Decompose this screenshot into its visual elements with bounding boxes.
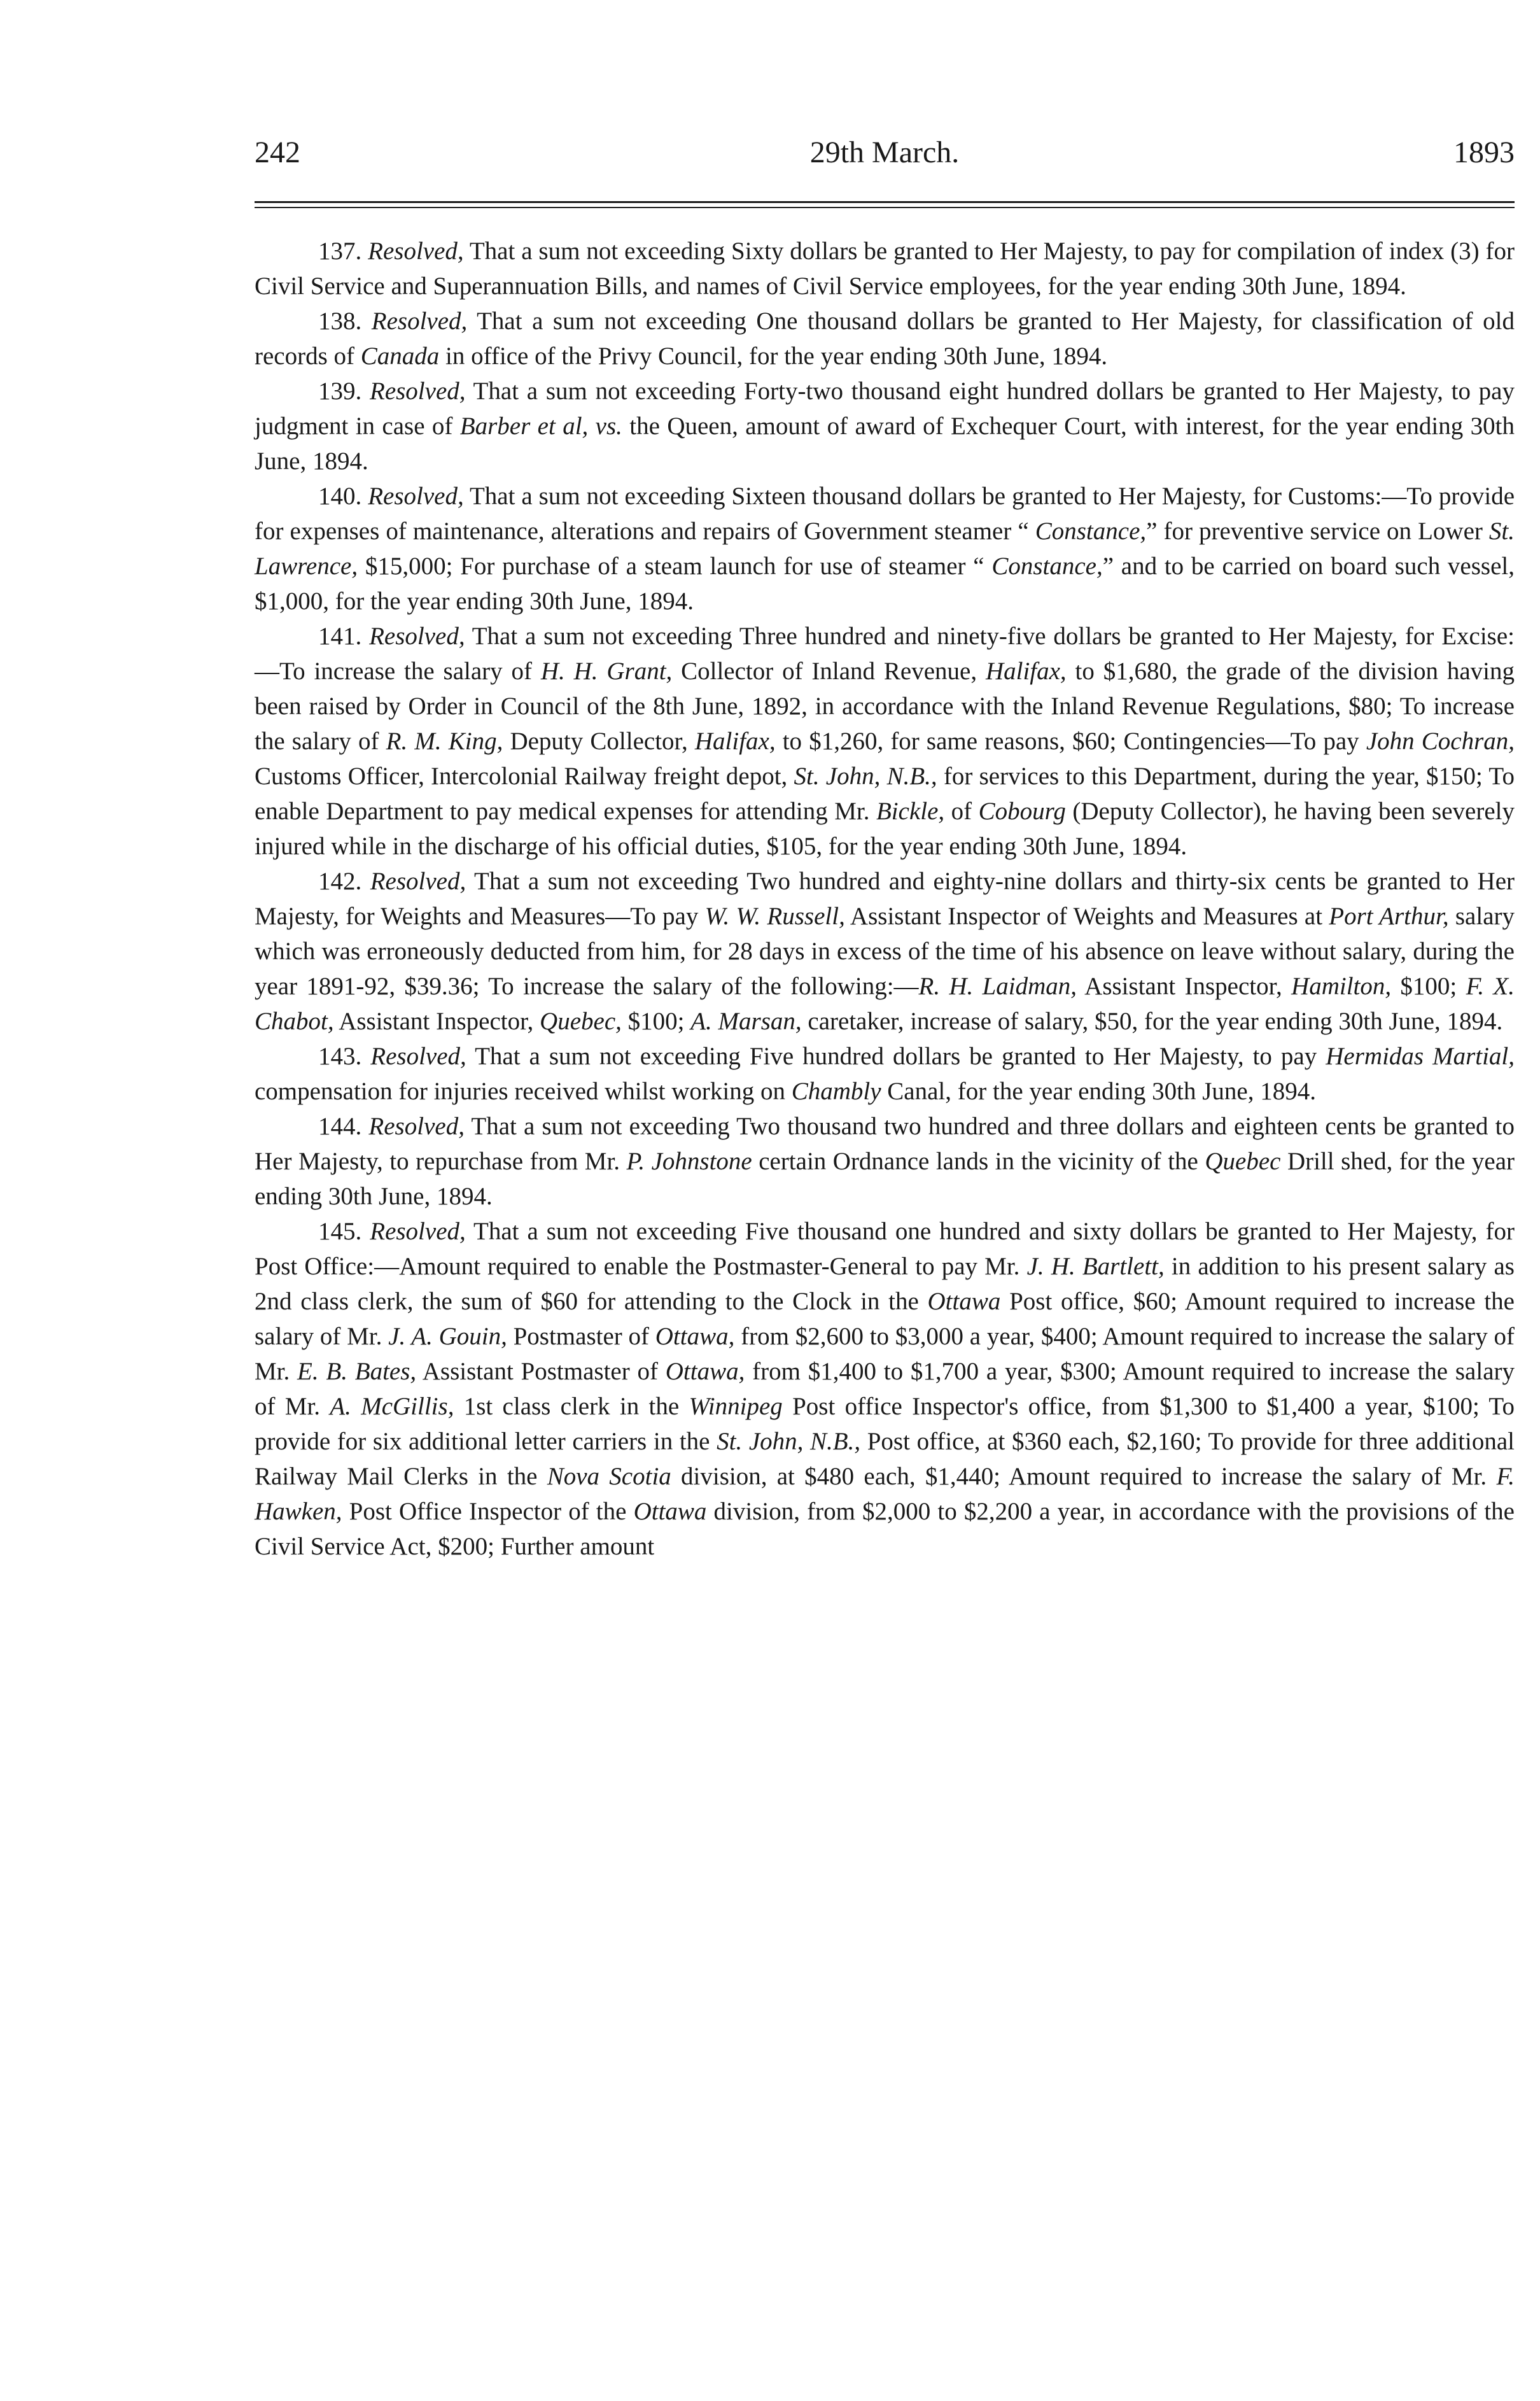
resolution-141 <box>255 619 1515 864</box>
text-segment: 141. <box>318 623 370 650</box>
text-segment: Post office, $60; Amount required to increase the salary of Mr. <box>255 1288 1515 1350</box>
text-segment: for services to this Department, during the year, $150; To enable Department to pay medical expenses for attending Mr. <box>255 763 1515 825</box>
text-segment: in addition to his present salary as 2nd class clerk, the sum of $60 for attending to the Clock in the <box>255 1253 1515 1315</box>
text-segment: Customs Officer, Intercolonial Railway freight depot, <box>255 763 794 790</box>
italic-text: Constance, <box>991 553 1103 580</box>
italic-text: Canada <box>360 342 440 370</box>
text-segment: That a sum not exceeding Three hundred and ninety-five dollars be granted to Her Majesty, for Excise:—To increase the salary of <box>255 623 1515 685</box>
text-segment: Post Office Inspector of the <box>342 1498 634 1525</box>
text-segment: $100; <box>621 1008 691 1035</box>
body-text <box>255 234 1515 1564</box>
italic-text: Resolved, <box>370 377 466 405</box>
italic-text: Halifax, <box>694 728 776 755</box>
resolution-138 <box>255 304 1515 374</box>
text-segment: $100; <box>1391 973 1466 1000</box>
header-double-rule <box>255 201 1515 208</box>
text-segment: 140. <box>318 482 368 510</box>
text-segment: Assistant Inspector, <box>1077 973 1292 1000</box>
text-segment: Drill shed, for the year ending 30th June, 1894. <box>255 1148 1515 1210</box>
resolution-144 <box>255 1109 1515 1214</box>
italic-text: P. Johnstone <box>626 1148 752 1175</box>
text-segment: That a sum not exceeding Five hundred dollars be granted to Her Majesty, to pay <box>466 1043 1326 1070</box>
text-segment: Postmaster of <box>507 1323 655 1350</box>
italic-text: Resolved, <box>371 307 468 335</box>
italic-text: Quebec, <box>540 1008 622 1035</box>
text-segment: 142. <box>318 868 370 895</box>
italic-text: Bickle, <box>876 798 945 825</box>
italic-text: Resolved, <box>369 623 465 650</box>
text-segment: 139. <box>318 377 370 405</box>
text-segment: caretaker, increase of salary, $50, for the year ending 30th June, 1894. <box>801 1008 1503 1035</box>
text-segment: division, at $480 each, $1,440; Amount required to increase the salary of Mr. <box>671 1463 1497 1490</box>
text-segment: 137. <box>318 237 368 265</box>
italic-text: Hermidas Martial, <box>1326 1043 1515 1070</box>
text-segment: from $2,600 to $3,000 a year, $400; Amount required to increase the salary of Mr. <box>255 1323 1515 1385</box>
italic-text: Constance, <box>1035 518 1147 545</box>
text-segment: compensation for injuries received whilst working on <box>255 1078 792 1105</box>
running-header <box>255 127 1515 178</box>
italic-text: Resolved, <box>368 237 464 265</box>
text-segment: Collector of Inland Revenue, <box>672 658 986 685</box>
italic-text: F. Hawken, <box>255 1463 1515 1525</box>
text-segment: That a sum not exceeding Five thousand one hundred and sixty dollars be granted to Her Majesty, for Post Office:—Amount required to enable the Postmaster-General to pay Mr. <box>255 1218 1515 1280</box>
text-segment: 143. <box>318 1043 371 1070</box>
text-segment: certain Ordnance lands in the vicinity of the <box>752 1148 1205 1175</box>
text-segment: That a sum not exceeding Two hundred and eighty-nine dollars and thirty-six cents be granted to Her Majesty, for Weights and Measures—To pay <box>255 868 1515 930</box>
text-segment: 145. <box>318 1218 370 1245</box>
italic-text: Barber et al, vs. <box>459 412 622 440</box>
italic-text: Resolved, <box>370 868 466 895</box>
resolution-140 <box>255 479 1515 619</box>
text-segment: That a sum not exceeding Sixty dollars be granted to Her Majesty, to pay for compilation of index (3) for Civil Service and Superannuation Bills, and names of Civil Service employees, for the year ending 30th June, 1894. <box>255 237 1515 300</box>
text-segment: Assistant Inspector, <box>333 1008 540 1035</box>
italic-text: St. Lawrence, <box>255 518 1515 580</box>
text-segment: (Deputy Collector), he having been severely injured while in the discharge of his official duties, $105, for the year ending 30th June, 1894. <box>255 798 1515 860</box>
italic-text: Quebec <box>1205 1148 1281 1175</box>
italic-text: St. John, N.B., <box>717 1428 861 1455</box>
italic-text: Ottawa, <box>655 1323 735 1350</box>
resolution-142 <box>255 864 1515 1039</box>
text-segment: Canal, for the year ending 30th June, 1894. <box>881 1078 1316 1105</box>
text-segment: That a sum not exceeding Forty-two thousand eight hundred dollars be granted to Her Majesty, to pay judgment in case of <box>255 377 1515 440</box>
header-year: 1893 <box>1453 136 1515 169</box>
italic-text: John Cochran, <box>1366 728 1515 755</box>
italic-text: Resolved, <box>368 482 464 510</box>
text-segment: Deputy Collector, <box>503 728 695 755</box>
text-segment: ” and to be carried on board such vessel, $1,000, for the year ending 30th June, 1894. <box>255 553 1515 615</box>
italic-text: Halifax, <box>985 658 1067 685</box>
header-date: 29th March. <box>809 136 960 169</box>
text-segment: That a sum not exceeding One thousand dollars be granted to Her Majesty, for classification of old records of <box>255 307 1515 370</box>
text-segment: That a sum not exceeding Two thousand two hundred and three dollars and eighteen cents be granted to Her Majesty, to repurchase from Mr. <box>255 1113 1515 1175</box>
text-segment: Assistant Postmaster of <box>416 1358 666 1385</box>
text-segment: of <box>944 798 979 825</box>
italic-text: Ottawa <box>633 1498 707 1525</box>
italic-text: R. H. Laidman, <box>918 973 1077 1000</box>
italic-text: A. Marsan, <box>690 1008 802 1035</box>
text-segment: to $1,260, for same reasons, $60; Contingencies—To pay <box>775 728 1366 755</box>
italic-text: H. H. Grant, <box>540 658 673 685</box>
italic-text: Chambly <box>791 1078 881 1105</box>
text-segment: Assistant Inspector of Weights and Measures at <box>844 903 1329 930</box>
italic-text: Port Arthur, <box>1329 903 1449 930</box>
text-segment: to $1,680, the grade of the division having been raised by Order in Council of the 8th June, 1892, in accordance with the Inland Revenue Regulations, $80; To increase the salary of <box>255 658 1515 755</box>
text-segment: Post office, at $360 each, $2,160; To provide for three additional Railway Mail Clerks in the <box>255 1428 1515 1490</box>
text-segment: 138. <box>318 307 372 335</box>
italic-text: E. B. Bates, <box>297 1358 417 1385</box>
text-segment: from $1,400 to $1,700 a year, $300; Amount required to increase the salary of Mr. <box>255 1358 1515 1420</box>
italic-text: Resolved, <box>370 1218 466 1245</box>
italic-text: F. X. Chabot, <box>255 973 1515 1035</box>
resolution-139 <box>255 374 1515 479</box>
text-segment: Post office Inspector's office, from $1,300 to $1,400 a year, $100; To provide for six additional letter carriers in the <box>255 1393 1515 1455</box>
italic-text: J. H. Bartlett, <box>1026 1253 1165 1280</box>
italic-text: A. McGillis, <box>330 1393 454 1420</box>
resolution-145 <box>255 1214 1515 1564</box>
italic-text: Resolved, <box>368 1113 465 1140</box>
italic-text: Nova Scotia <box>547 1463 671 1490</box>
resolution-143 <box>255 1039 1515 1109</box>
page-number: 242 <box>255 136 300 169</box>
italic-text: Ottawa <box>927 1288 1001 1315</box>
italic-text: Resolved, <box>370 1043 466 1070</box>
document-page <box>255 127 1515 1564</box>
text-segment: 1st class clerk in the <box>454 1393 689 1420</box>
italic-text: Winnipeg <box>689 1393 783 1420</box>
italic-text: Cobourg <box>978 798 1066 825</box>
italic-text: Hamilton, <box>1291 973 1392 1000</box>
text-segment: the Queen, amount of award of Exchequer Court, with interest, for the year ending 30th June, 1894. <box>255 412 1515 475</box>
italic-text: R. M. King, <box>386 728 503 755</box>
italic-text: W. W. Russell, <box>704 903 845 930</box>
text-segment: in office of the Privy Council, for the year ending 30th June, 1894. <box>439 342 1108 370</box>
resolution-137 <box>255 234 1515 304</box>
text-segment: division, from $2,000 to $2,200 a year, in accordance with the provisions of the Civil Service Act, $200; Further amount <box>255 1498 1515 1560</box>
italic-text: J. A. Gouin, <box>388 1323 507 1350</box>
text-segment: That a sum not exceeding Sixteen thousand dollars be granted to Her Majesty, for Customs:—To provide for expenses of maintenance, alterations and repairs of Government steamer “ <box>255 482 1515 545</box>
text-segment: 144. <box>318 1113 369 1140</box>
italic-text: Ottawa, <box>665 1358 745 1385</box>
italic-text: St. John, N.B., <box>794 763 937 790</box>
text-segment: $15,000; For purchase of a steam launch for use of steamer “ <box>358 553 992 580</box>
text-segment: salary which was erroneously deducted from him, for 28 days in excess of the time of his absence on leave without salary, during the year 1891-92, $39.36; To increase the salary of the following:— <box>255 903 1515 1000</box>
text-segment: ” for preventive service on Lower <box>1146 518 1489 545</box>
